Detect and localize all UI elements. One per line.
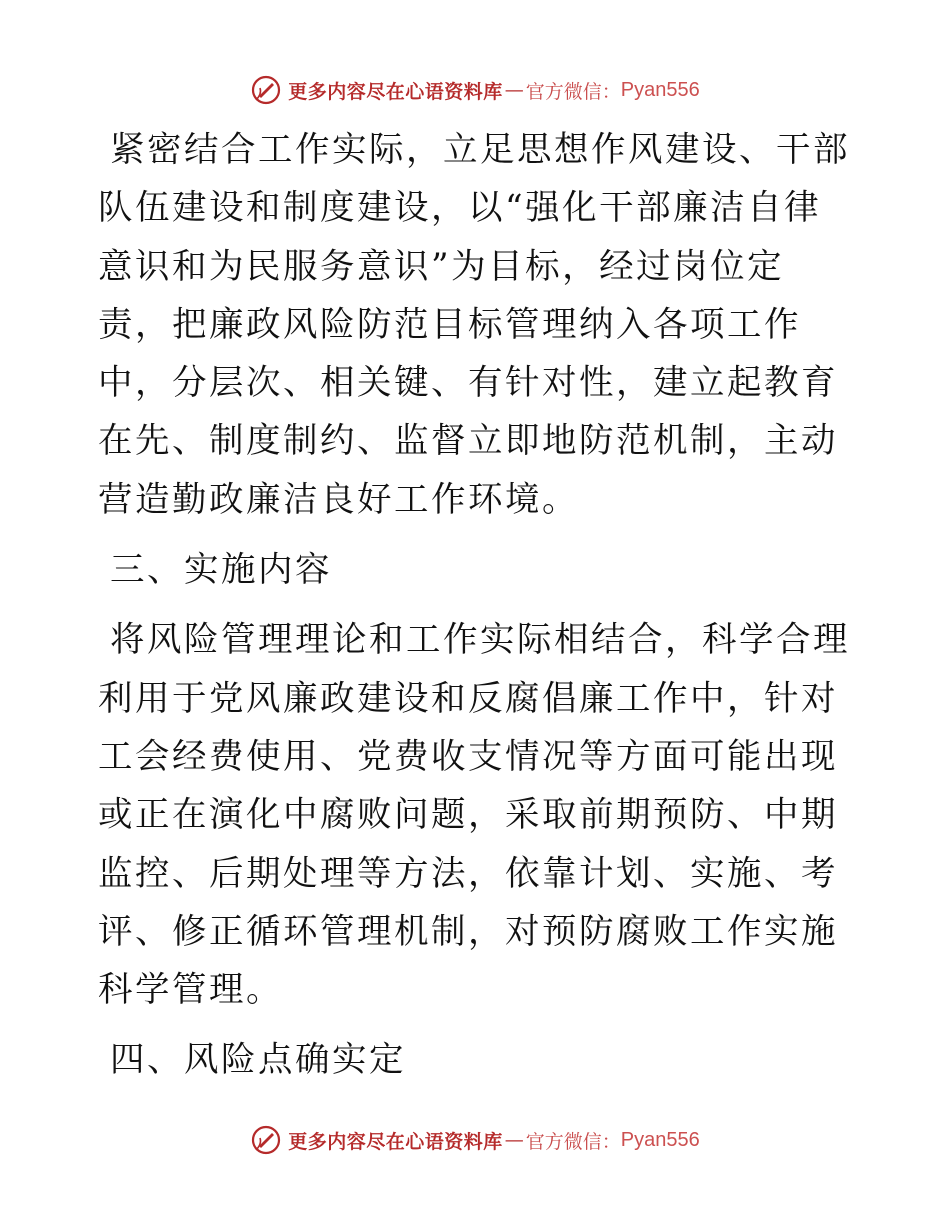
banner-label: 更多内容尽在心语资料库 xyxy=(288,1130,503,1153)
section-heading-4: 四、风险点确实定 xyxy=(110,1040,406,1081)
header-banner xyxy=(0,70,950,110)
banner-wechat-id: Pyan556 xyxy=(620,1128,700,1151)
section-heading-3: 三、实施内容 xyxy=(110,550,332,591)
banner-label: 更多内容尽在心语资料库 xyxy=(288,80,503,103)
brand-logo-icon xyxy=(250,1124,282,1156)
brand-logo-icon xyxy=(250,74,282,106)
banner-wechat-label: 官方微信： xyxy=(525,1130,621,1153)
banner-dash: — xyxy=(504,1129,524,1151)
paragraph-implementation: 将风险管理理论和工作实际相结合，科学合理利用于党风廉政建设和反腐倡廉工作中，针对工会经费使用、党费收支情况等方面可能出现或正在演化中腐败问题，采取前期预防、中期监控、后期处理等方法，依靠计划、实施、考评、修正循环管理机制，对预防腐败工作实施科学管理。 xyxy=(98,620,850,1011)
banner-dash: — xyxy=(504,79,524,101)
document-body xyxy=(98,121,858,1090)
paragraph-goals: 紧密结合工作实际，立足思想作风建设、干部队伍建设和制度建设，以“强化干部廉洁自律意识和为民服务意识”为目标，经过岗位定责，把廉政风险防范目标管理纳入各项工作中，分层次、相关键、有针对性，建立起教育在先、制度制约、监督立即地防范机制，主动营造勤政廉洁良好工作环境。 xyxy=(98,130,850,520)
banner-wechat-label: 官方微信： xyxy=(525,80,621,103)
banner-wechat-id: Pyan556 xyxy=(620,78,700,101)
footer-banner xyxy=(0,1120,950,1160)
